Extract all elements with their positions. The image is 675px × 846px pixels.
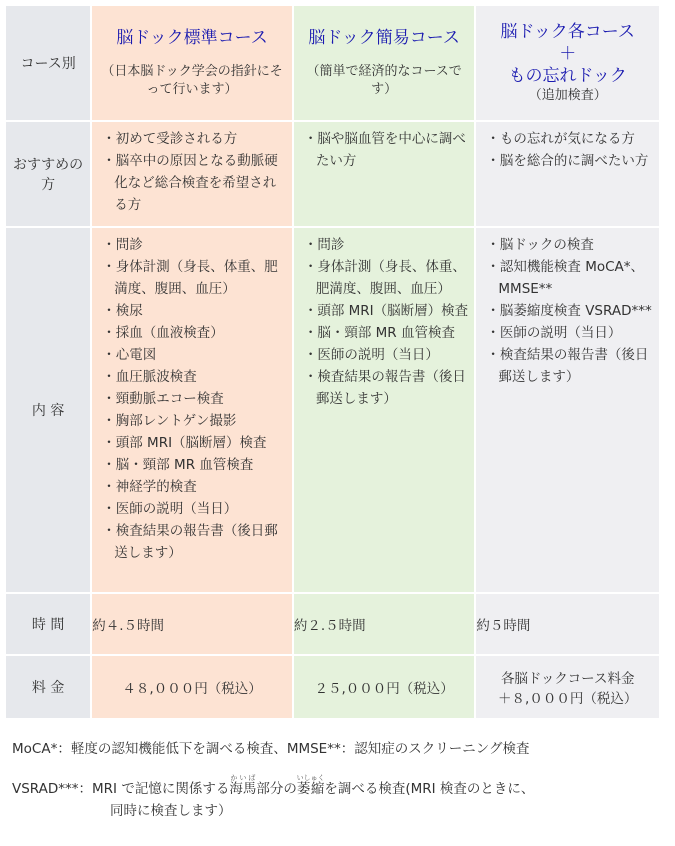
- footnote-vsrad-pre: VSRAD***：MRI で記憶に関係する: [12, 781, 230, 797]
- standard-contents-list: [92, 234, 292, 564]
- simple-course-header: [294, 6, 475, 120]
- list-item: ・神経学的検査: [102, 479, 197, 495]
- list-item: ・問診: [303, 237, 345, 253]
- simple-contents-list: [294, 234, 475, 410]
- memory-time: 約５時間: [476, 594, 659, 654]
- memory-contents-list: [476, 234, 659, 388]
- list-item: ・医師の説明（当日）: [486, 325, 622, 341]
- list-item: ・脳・頸部 MR 血管検査: [303, 325, 455, 341]
- list-item: ・脳・頸部 MR 血管検査: [102, 457, 254, 473]
- memory-course-subtitle: （追加検査）: [528, 88, 607, 103]
- contents-row: [6, 228, 659, 592]
- row-label-fee: 料 金: [6, 656, 90, 718]
- simple-contents-cell: [294, 228, 475, 592]
- memory-fee: [476, 656, 659, 718]
- list-item: ・身体計測（身長、体重、肥満度、腹囲、血圧）: [303, 259, 466, 297]
- simple-fee: ２５,０００円（税込）: [294, 656, 475, 718]
- list-item: ・脳萎縮度検査 VSRAD***: [486, 303, 652, 319]
- memory-contents-cell: [476, 228, 659, 592]
- ruby-ishuku-base: 萎縮: [296, 781, 325, 797]
- memory-course-plus: ＋: [559, 44, 577, 64]
- ruby-ishuku-reading: いしゅく: [296, 774, 325, 782]
- list-item: ・脳ドックの検査: [486, 237, 594, 253]
- simple-course-subtitle: （簡単で経済的なコースです）: [306, 64, 462, 97]
- footnote-moca: MoCA*：軽度の認知機能低下を調べる検査、MMSE**：認知症のスクリーニング検査: [12, 741, 530, 757]
- footnote-vsrad-post: を調べる検査(MRI 検査のときに、: [324, 781, 535, 797]
- standard-fee: ４８,０００円（税込）: [92, 656, 292, 718]
- footnote-vsrad: [12, 774, 662, 822]
- footnotes: [12, 738, 662, 834]
- row-label-contents: 内 容: [6, 228, 90, 592]
- list-item: ・胸部レントゲン撮影: [102, 413, 237, 429]
- recommended-row: [6, 122, 659, 226]
- list-item: ・検査結果の報告書（後日郵送します）: [303, 369, 466, 407]
- list-item: ・心電図: [102, 347, 157, 363]
- list-item: ・もの忘れが気になる方: [486, 131, 635, 147]
- list-item: ・頭部 MRI（脳断層）検査: [303, 303, 469, 319]
- ruby-ishuku: [296, 774, 325, 797]
- list-item: ・脳や脳血管を中心に調べたい方: [303, 131, 466, 169]
- standard-recommended-cell: [92, 122, 292, 226]
- footnote-vsrad-line2: 同時に検査します）: [110, 803, 232, 819]
- list-item: ・脳卒中の原因となる動脈硬化など総合検査を希望される方: [102, 153, 278, 213]
- memory-fee-line2: ＋８,０００円（税込）: [498, 691, 638, 707]
- ruby-kaiba-base: 海馬: [229, 781, 257, 797]
- time-row: [6, 594, 659, 654]
- footnote-vsrad-mid: 部分の: [256, 781, 297, 797]
- standard-course-title: 脳ドック標準コース: [116, 28, 268, 48]
- list-item: ・検査結果の報告書（後日郵送します）: [102, 523, 278, 561]
- memory-course-title: 脳ドック各コース: [500, 22, 635, 42]
- list-item: ・頭部 MRI（脳断層）検査: [102, 435, 267, 451]
- simple-recommended-cell: [294, 122, 475, 226]
- list-item: ・頸動脈エコー検査: [102, 391, 224, 407]
- row-label-recommended: おすすめの方: [6, 122, 90, 226]
- ruby-kaiba-reading: かいば: [229, 774, 257, 782]
- memory-fee-line1: 各脳ドックコース料金: [500, 671, 635, 687]
- course-header-row: [6, 6, 659, 120]
- list-item: ・医師の説明（当日）: [303, 347, 439, 363]
- memory-recommended-cell: [476, 122, 659, 226]
- memory-recommended-list: [476, 128, 659, 172]
- row-label-course: コース別: [6, 6, 90, 120]
- list-item: ・検査結果の報告書（後日郵送します）: [486, 347, 649, 385]
- list-item: ・採血（血液検査）: [102, 325, 224, 341]
- course-comparison-table: [4, 4, 661, 720]
- list-item: ・認知機能検査 MoCA*、MMSE**: [486, 259, 645, 297]
- standard-contents-cell: [92, 228, 292, 592]
- standard-recommended-list: [92, 128, 292, 216]
- list-item: ・脳を総合的に調べたい方: [486, 153, 649, 169]
- row-label-time: 時 間: [6, 594, 90, 654]
- ruby-kaiba: [229, 774, 257, 797]
- fee-row: [6, 656, 659, 718]
- list-item: ・問診: [102, 237, 143, 253]
- standard-time: 約４.５時間: [92, 594, 292, 654]
- list-item: ・初めて受診される方: [102, 131, 238, 147]
- list-item: ・医師の説明（当日）: [102, 501, 238, 517]
- memory-course-title2: もの忘れドック: [508, 66, 627, 86]
- standard-course-header: [92, 6, 292, 120]
- list-item: ・検尿: [102, 303, 143, 319]
- memory-course-header: [476, 6, 659, 120]
- list-item: ・身体計測（身長、体重、肥満度、腹囲、血圧）: [102, 259, 278, 297]
- standard-course-subtitle: （日本脳ドック学会の指針にそって行います）: [101, 64, 283, 97]
- simple-time: 約２.５時間: [294, 594, 475, 654]
- list-item: ・血圧脈波検査: [102, 369, 197, 385]
- simple-recommended-list: [294, 128, 475, 172]
- simple-course-title: 脳ドック簡易コース: [308, 28, 460, 48]
